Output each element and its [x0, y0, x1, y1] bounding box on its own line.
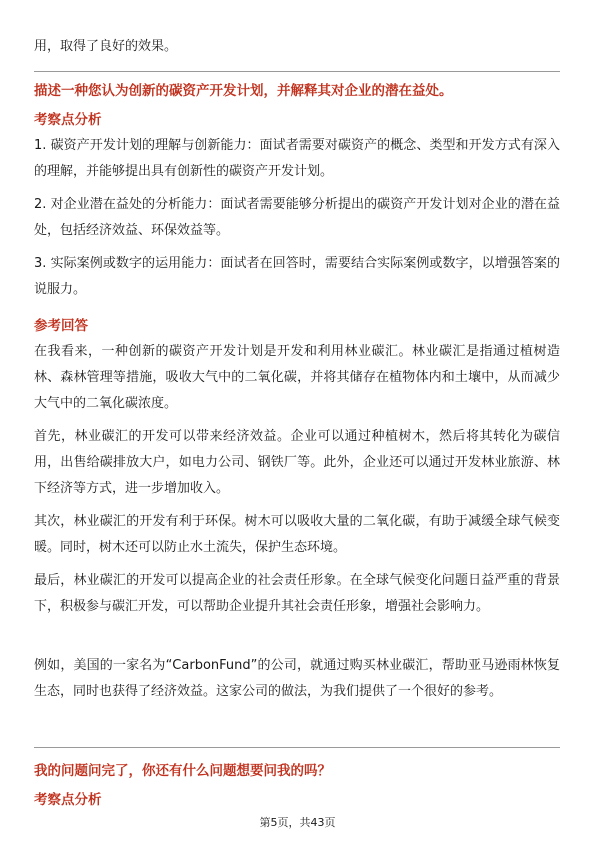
analysis-point-3: 3. 实际案例或数字的运用能力：面试者在回答时，需要结合实际案例或数字，以增强答案的说服力。: [34, 256, 560, 297]
question-title: 我的问题问完了，你还有什么问题想要问我的吗？: [34, 763, 331, 779]
analysis-point-2: 2. 对企业潜在益处的分析能力：面试者需要能够分析提出的碳资产开发计划对企业的潜在益处，包括经济效益、环保效益等。: [34, 197, 560, 238]
page-number: 第5页，共43页: [259, 816, 336, 829]
analysis-heading: 考察点分析: [34, 792, 102, 808]
answer-paragraph-1: 在我看来，一种创新的碳资产开发计划是开发和利用林业碳汇。林业碳汇是指通过植树造林、森林管理等措施，吸收大气中的二氧化碳，并将其储存在植物体内和土壤中，从而减少大气中的二氧化碳浓度。: [34, 344, 560, 411]
previous-answer-fragment: 用，取得了良好的效果。: [34, 39, 178, 54]
analysis-point-1: 1. 碳资产开发计划的理解与创新能力：面试者需要对碳资产的概念、类型和开发方式有深入的理解，并能够提出具有创新性的碳资产开发计划。: [34, 138, 560, 179]
answer-paragraph-5: 例如，美国的一家名为“CarbonFund”的公司，就通过购买林业碳汇，帮助亚马逊雨林恢复生态，同时也获得了经济效益。这家公司的做法，为我们提供了一个很好的参考。: [34, 658, 560, 699]
question-title: 描述一种您认为创新的碳资产开发计划，并解释其对企业的潜在益处。: [34, 83, 453, 99]
analysis-heading: 考察点分析: [34, 112, 102, 128]
section-divider: [34, 71, 560, 72]
answer-paragraph-2: 首先，林业碳汇的开发可以带来经济效益。企业可以通过种植树木，然后将其转化为碳信用，出售给碳排放大户，如电力公司、钢铁厂等。此外，企业还可以通过开发林业旅游、林下经济等方式，进一步增加收入。: [34, 429, 560, 496]
answer-heading: 参考回答: [34, 318, 88, 334]
section-divider: [34, 747, 560, 748]
answer-paragraph-4: 最后，林业碳汇的开发可以提高企业的社会责任形象。在全球气候变化问题日益严重的背景下，积极参与碳汇开发，可以帮助企业提升其社会责任形象，增强社会影响力。: [34, 573, 560, 614]
answer-paragraph-3: 其次，林业碳汇的开发有利于环保。树木可以吸收大量的二氧化碳，有助于减缓全球气候变暖。同时，树木还可以防止水土流失，保护生态环境。: [34, 514, 560, 555]
